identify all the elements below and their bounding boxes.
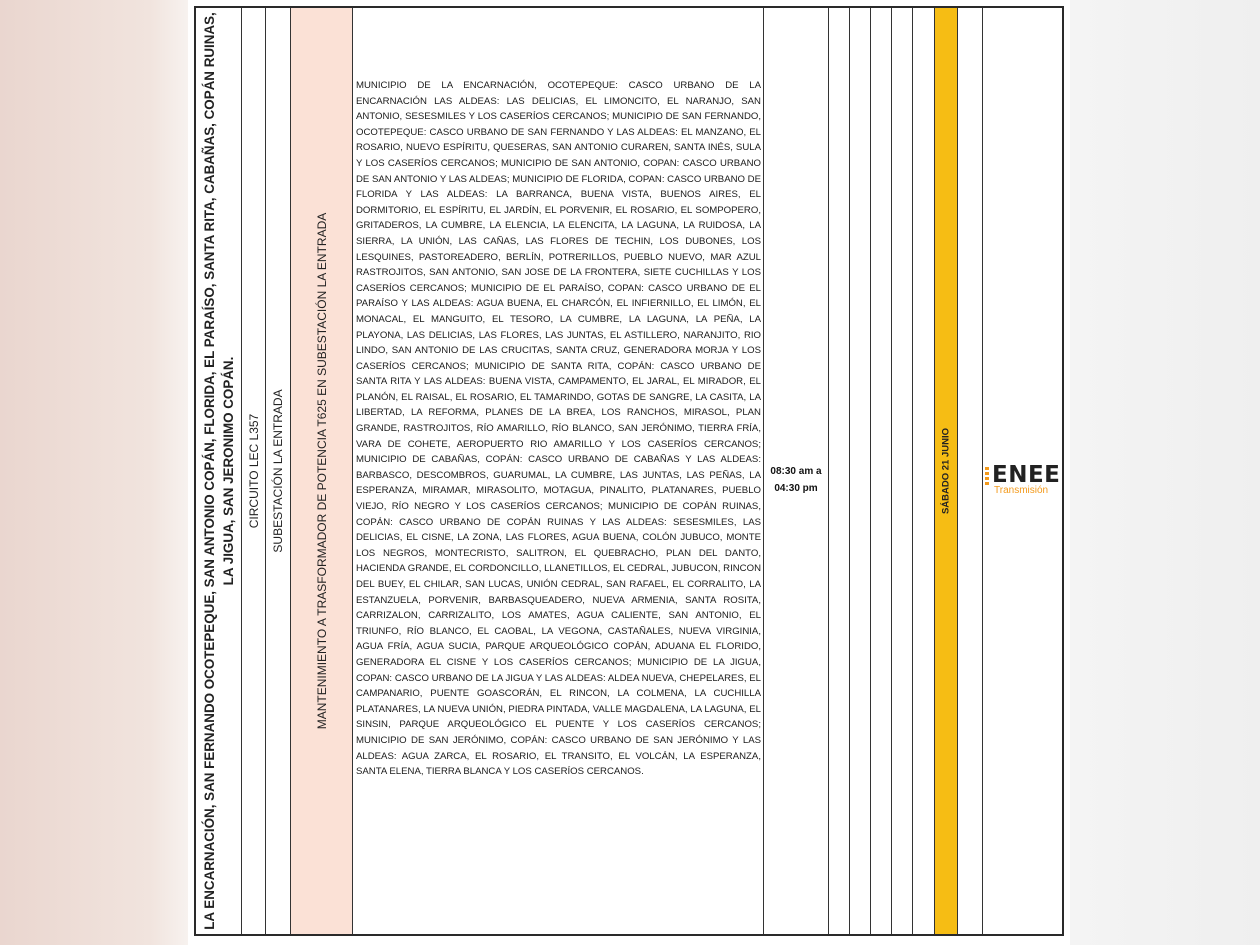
- empty-cell: [850, 8, 871, 934]
- substation-label: SUBESTACIÓN LA ENTRADA: [271, 389, 285, 553]
- affected-areas-cell: [353, 8, 764, 934]
- enee-logo: [983, 463, 1062, 497]
- empty-cell: [892, 8, 913, 934]
- empty-cell: [913, 8, 935, 934]
- municipalities-title: LA ENCARNACIÓN, SAN FERNANDO OCOTEPEQUE, SAN ANTONIO COPÁN, FLORIDA, EL PARAÍSO, SANTA RITA, CABAÑAS, COPÁN RUINAS, LA JIGUA, SAN JERONIMO COPÁN.: [201, 12, 236, 930]
- date-cell: [935, 8, 958, 934]
- empty-cell: [829, 8, 850, 934]
- circuit-cell: [242, 8, 266, 934]
- affected-areas-text: MUNICIPIO DE LA ENCARNACIÓN, OCOTEPEQUE: CASCO URBANO DE LA ENCARNACIÓN LAS ALDEAS: LAS DELICIAS, EL LIMONCITO, EL NARANJO, SAN ANTONIO, SESESMILES Y LOS CASERÍOS CERCANOS; MUNICIPIO DE SAN FERNANDO, OCOTEPEQUE: CASCO URBANO DE SAN FERNANDO Y LAS ALDEAS: EL MANZANO, EL ROSARIO, NUEVO ESPÍRITU, QUESERAS, SAN ANTONIO CURAREN, SANTA INÉS, SULA Y LOS CASERÍOS CERCANOS; MUNICIPIO DE SAN ANTONIO, COPAN: CASCO URBANO DE SAN ANTONIO Y LAS ALDEAS; MUNICIPIO DE FLORIDA, COPAN: CASCO URBANO DE FLORIDA Y LAS ALDEAS: LA BARRANCA, BUENA VISTA, BUENOS AIRES, EL DORMITORIO, EL ESPÍRITU, EL JARDÍN, EL PORVENIR, EL ROSARIO, EL SOMPOPERO, GRITADEROS, LA CUMBRE, LA ELENCIA, LA ELENCITA, LA LAGUNA, LA RUIDOSA, LA SIERRA, LA UNIÓN, LAS CAÑAS, LAS FLORES DE TECHIN, LOS DUBONES, LOS LESQUINES, PASTOREADERO, BERLÍN, POTRERILLOS, PUEBLO NUEVO, MAR AZUL RASTROJITOS, SAN ANTONIO, SAN JOSE DE LA FRONTERA, SIETE CUCHILLAS Y LOS CASERÍOS CERCANOS; MUNICIPIO DE EL PARAÍSO, COPAN: CASCO URBANO DE EL PARAÍSO Y LAS ALDEAS: AGUA BUENA, EL CHARCÓN, EL INFIERNILLO, EL LIMÓN, EL MONACAL, EL MANGUITO, EL TESORO, LA CUMBRE, LA LAGUNA, LA PEÑA, LA PLAYONA, LAS DELICIAS, LAS FLORES, LAS JUNTAS, EL ASTILLERO, NARANJITO, RIO LINDO, SAN ANTONIO DE LAS CRUCITAS, SANTA CRUZ, GENERADORA MORJA Y LOS CASERÍOS CERCANOS; MUNICIPIO DE SANTA RITA, COPÁN: CASCO URBANO DE SANTA RITA Y LAS ALDEAS: BUENA VISTA, CAMPAMENTO, EL JARAL, EL MIRADOR, EL PLANÓN, EL RAISAL, EL ROSARIO, EL TAMARINDO, GOTAS DE SANGRE, LA CASITA, LA LIBERTAD, LA REFORMA, PLANES DE LA BREA, LOS RANCHOS, MIRASOL, PLAN GRANDE, RASTROJITOS, RÍO AMARILLO, RÍO BLANCO, SAN JERÓNIMO, TIERRA FRÍA, VARA DE COHETE, AEROPUERTO RIO AMARILLO Y LOS CASERÍOS CERCANOS; MUNICIPIO DE CABAÑAS, COPÁN: CASCO URBANO DE CABAÑAS Y LAS ALDEAS: BARBASCO, DESCOMBROS, GUARUMAL, LA CUMBRE, LAS JUNTAS, LAS PEÑAS, LA ESPERANZA, MIRAMAR, MIRASOLITO, MOTAGUA, PINALITO, PLATANARES, PUEBLO VIEJO, RÍO NEGRO Y LOS CASERÍOS CERCANOS; MUNICIPIO DE COPÁN RUINAS, COPÁN: CASCO URBANO DE COPÁN RUINAS Y LAS ALDEAS: SESESMILES, LAS DELICIAS, EL CISNE, LA ZONA, LAS FLORES, AGUA BUENA, COLÓN JUBUCO, MONTE LOS NEGROS, MONTECRISTO, SALITRON, EL QUEBRACHO, PLAN DEL DANTO, HACIENDA GRANDE, EL CORDONCILLO, LLANETILLOS, EL CEDRAL, JUBUCON, RINCON DEL BUEY, EL CHILAR, SAN LUCAS, UNIÓN CEDRAL, SAN RAFAEL, EL CORRALITO, LA ESTANZUELA, PORVENIR, BARBASQUEADERO, NUEVA ARMENIA, SANTA ROSITA, CARRIZALON, CARRIZALITO, LOS AMATES, AGUA CALIENTE, SAN ANTONIO, EL TRIUNFO, RÍO BLANCO, EL CAOBAL, LA VEGONA, CASTAÑALES, NUEVA VIRGINIA, AGUA FRÍA, AGUA SUCIA, PARQUE ARQUEOLÓGICO COPÁN, ADUANA EL FLORIDO, GENERADORA EL CISNE Y LOS CASERÍOS CERCANOS; MUNICIPIO DE LA JIGUA, COPAN: CASCO URBANO DE LA JIGUA Y LAS ALDEAS: ALDEA NUEVA, CHEPELARES, EL CAMPANARIO, PUENTE GOASCORÁN, EL RINCON, LA COLMENA, LA CUCHILLA PLATANARES, LA NUEVA UNIÓN, PIEDRA PINTADA, VALLE MAGDALENA, LA LAGUNA, EL SINSIN, PARQUE ARQUEOLÓGICO EL PUENTE Y LOS CASERÍOS CERCANOS; MUNICIPIO DE SAN JERÓNIMO, COPÁN: CASCO URBANO DE SAN JERÓNIMO Y LAS ALDEAS: AGUA ZARCA, EL ROSARIO, EL TRANSITO, EL VOLCÁN, LA ESPERANZA, SANTA ELENA, TIERRA BLANCA Y LOS CASERÍOS CERCANOS.: [356, 80, 761, 778]
- circuit-label: CIRCUITO LEC L357: [246, 413, 261, 529]
- work-description-cell: [291, 8, 353, 934]
- municipalities-cell: [196, 8, 242, 934]
- time-start: 08:30 am a: [770, 466, 822, 477]
- outage-date: SÁBADO 21 JUNIO: [940, 427, 952, 515]
- logo-mark-icon: [985, 467, 989, 487]
- schedule-time-cell: [764, 8, 829, 934]
- logo-cell: [983, 8, 1062, 934]
- time-end: 04:30 pm: [774, 483, 818, 494]
- outage-schedule-table: [194, 6, 1064, 936]
- substation-cell: [266, 8, 291, 934]
- empty-cell: [958, 8, 983, 934]
- schedule-time: [764, 463, 828, 497]
- logo-subtitle: Transmisión: [994, 485, 1049, 496]
- work-description: MANTENIMIENTO A TRASFORMADOR DE POTENCIA T625 EN SUBESTACIÓN LA ENTRADA: [314, 212, 329, 730]
- logo-wordmark: ENEE: [992, 462, 1061, 488]
- empty-cell: [871, 8, 892, 934]
